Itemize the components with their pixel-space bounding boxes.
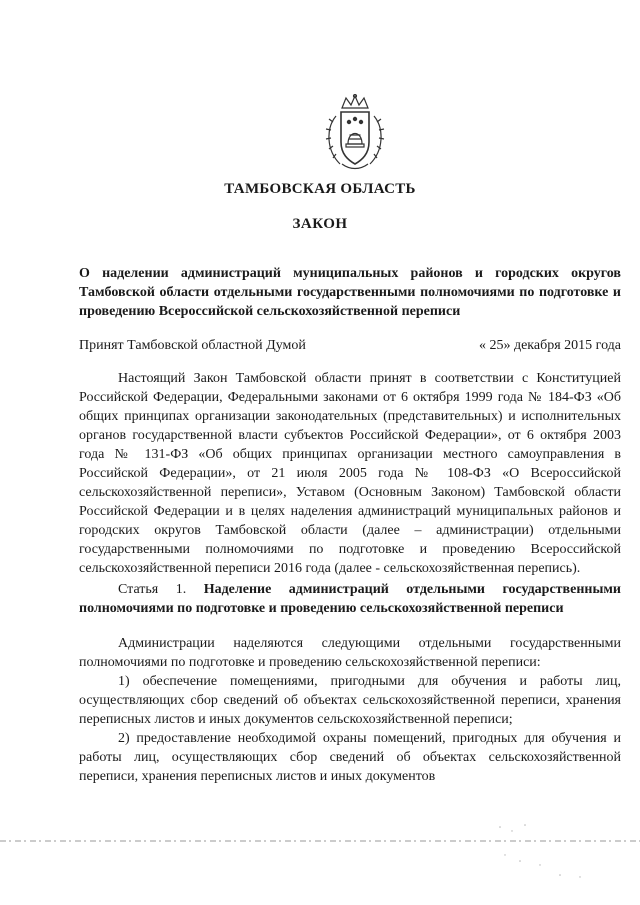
preamble-text: Настоящий Закон Тамбовской области принят в соответствии с Конституцией Российской Федерации, Федеральными законами от 6 октября 1999 года № 184-ФЗ «Об общих принципах организации законодательных (представительных) и исполнительных органов государственной власти субъектов Российской Федерации», от 6 октября 2003 года № 131-ФЗ «Об общих принципах организации местного самоуправления в Российской Федерации», от 21 июля 2005 года № 108-ФЗ «О Всероссийской сельскохозяйственной переписи», Уставом (Основным Законом) Тамбовской области Российской Федерации и в целях наделения администраций муниципальных районов и городских округов Тамбовской области (далее – администрации) отдельными государственными полномочиями по подготовке и проведению Всероссийской сельскохозяйственной переписи 2016 года (далее - сельскохозяйственная перепись).: [79, 371, 621, 576]
list-item: 1) обеспечение помещениями, пригодными для обучения и работы лиц, осуществляющих сбор сведений об объектах сельскохозяйственной переписи, хранения переписных листов и иных документов сельскохозяйственной переписи;: [79, 674, 621, 727]
scan-artifact: [0, 815, 640, 905]
adopting-body: Принят Тамбовской областной Думой: [79, 338, 306, 353]
coat-of-arms-icon: [322, 94, 388, 172]
preamble: [79, 369, 621, 578]
article-title: Наделение администраций отдельными государственными полномочиями по подготовке и проведению сельскохозяйственной переписи: [79, 582, 622, 616]
region-name: ТАМБОВСКАЯ ОБЛАСТЬ: [224, 181, 416, 197]
article-intro: Администрации наделяются следующими отдельными государственными полномочиями по подготовке и проведению сельскохозяйственной переписи:: [79, 636, 621, 670]
list-item: 2) предоставление необходимой охраны помещений, пригодных для обучения и работы лиц, осуществляющих сбор сведений об объектах сельскохозяйственной переписи, хранения переписных листов и иных документов: [79, 731, 621, 784]
document-type: ЗАКОН: [292, 216, 348, 232]
article-1-heading: [79, 580, 621, 618]
article-label: Статья 1.: [118, 582, 187, 597]
adoption-date: « 25» декабря 2015 года: [478, 338, 621, 353]
law-title: О наделении администраций муниципальных районов и городских округов Тамбовской области отдельными государственными полномочиями по подготовке и проведению Всероссийской сельскохозяйственной переписи: [79, 266, 621, 319]
adoption-line: [79, 336, 621, 355]
article-1-body: [79, 634, 621, 786]
